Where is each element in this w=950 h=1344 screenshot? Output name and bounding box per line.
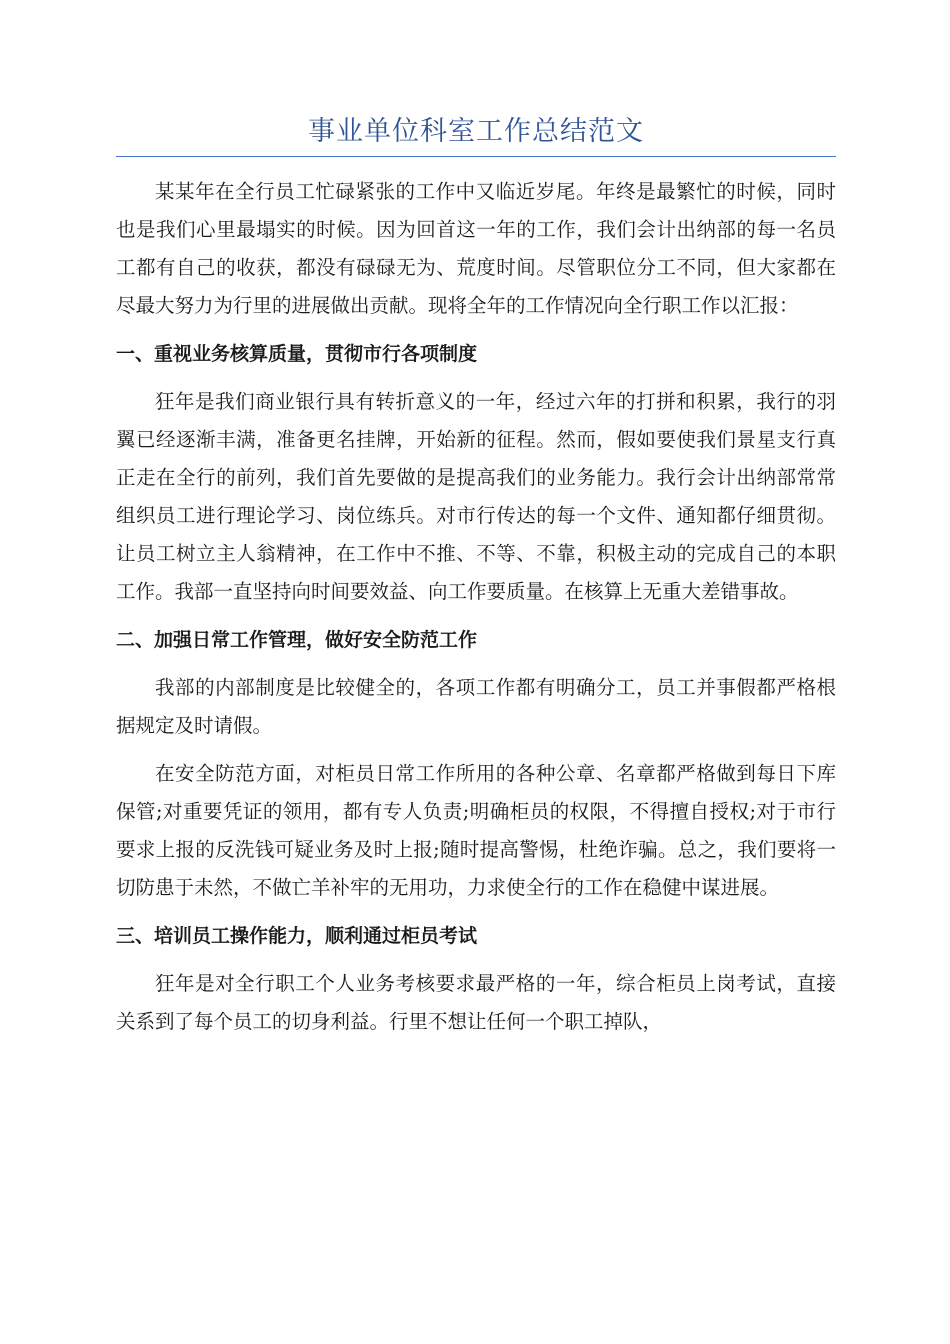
section-heading-1: 一、重视业务核算质量，贯彻市行各项制度 xyxy=(116,343,478,365)
section-heading-2: 二、加强日常工作管理，做好安全防范工作 xyxy=(116,629,478,651)
document-title: 事业单位科室工作总结范文 xyxy=(116,112,836,157)
section-heading-3: 三、培训员工操作能力，顺利通过柜员考试 xyxy=(116,925,478,947)
section-2-paragraph-1: 我部的内部制度是比较健全的，各项工作都有明确分工，员工并事假都严格根据规定及时请假。 xyxy=(116,676,836,737)
section-3-paragraph: 狂年是对全行职工个人业务考核要求最严格的一年，综合柜员上岗考试，直接关系到了每个员工的切身利益。行里不想让任何一个职工掉队， xyxy=(116,972,836,1033)
section-1-paragraph: 狂年是我们商业银行具有转折意义的一年，经过六年的打拼和积累，我行的羽翼已经逐渐丰满，准备更名挂牌，开始新的征程。然而，假如要使我们景星支行真正走在全行的前列，我们首先要做的是提高我们的业务能力。我行会计出纳部常常组织员工进行理论学习、岗位练兵。对市行传达的每一个文件、通知都仔细贯彻。让员工树立主人翁精神，在工作中不推、不等、不靠，积极主动的完成自己的本职工作。我部一直坚持向时间要效益、向工作要质量。在核算上无重大差错事故。 xyxy=(116,390,836,603)
section-2-paragraph-2: 在安全防范方面，对柜员日常工作所用的各种公章、名章都严格做到每日下库保管;对重要凭证的领用，都有专人负责;明确柜员的权限，不得擅自授权;对于市行要求上报的反洗钱可疑业务及时上报;随时提高警惕，杜绝诈骗。总之，我们要将一切防患于未然，不做亡羊补牢的无用功，力求使全行的工作在稳健中谋进展。 xyxy=(116,762,836,899)
intro-paragraph: 某某年在全行员工忙碌紧张的工作中又临近岁尾。年终是最繁忙的时候，同时也是我们心里最塌实的时候。因为回首这一年的工作，我们会计出纳部的每一名员工都有自己的收获，都没有碌碌无为、荒度时间。尽管职位分工不同，但大家都在尽最大努力为行里的进展做出贡献。现将全年的工作情况向全行职工作以汇报： xyxy=(116,180,836,317)
document-page xyxy=(116,112,836,1051)
